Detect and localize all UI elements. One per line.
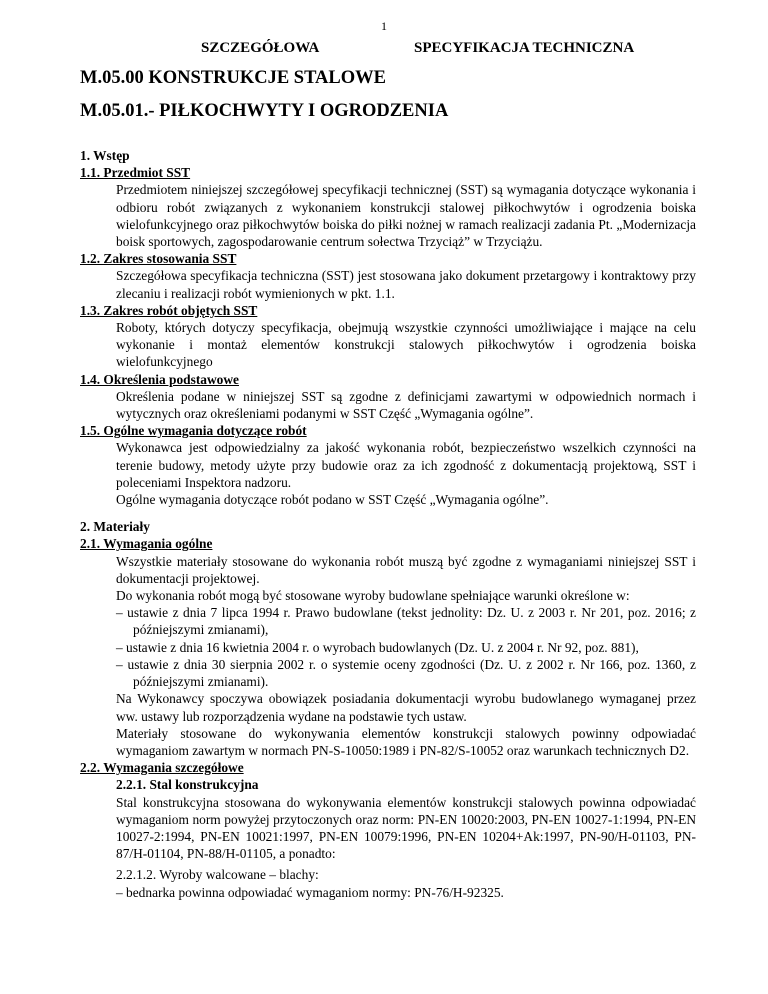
section-1-4-body <box>116 388 696 422</box>
paragraph: Przedmiotem niniejszej szczegółowej specyfikacji technicznej (SST) są wymagania dotyczące wykonania i odbioru robót związanych z wykonaniem konstrukcji stalowej piłkochwytów i ogrodzenia boiska wielofunkcyjnego oraz piłkochwytów boiska do piłki nożnej w ramach realizacji zadania Pt. „Modernizacja boisk sportowych, zagospodarowanie centrum sołectwa Trzyciąż” w Trzyciążu. <box>116 182 696 250</box>
section-1-2-heading: 1.2. Zakres stosowania SST <box>80 251 237 267</box>
section-2-2-heading: 2.2. Wymagania szczegółowe <box>80 760 244 776</box>
document-subtitle: M.05.01.- PIŁKOCHWYTY I OGRODZENIA <box>80 101 449 121</box>
section-2-1-heading: 2.1. Wymagania ogólne <box>80 536 213 552</box>
header-left: SZCZEGÓŁOWA <box>201 40 320 56</box>
paragraph: Ogólne wymagania dotyczące robót podano w SST Część „Wymagania ogólne”. <box>116 492 549 508</box>
page-number: 1 <box>381 19 387 33</box>
section-2-2-1-2-heading: 2.2.1.2. Wyroby walcowane – blachy: <box>116 867 319 883</box>
list-item: – ustawie z dnia 7 lipca 1994 r. Prawo budowlane (tekst jednolity: Dz. U. z 2003 r. Nr 201, poz. 2016; z późniejszymi zmianami), <box>116 605 696 638</box>
document-body <box>80 147 696 901</box>
section-2-heading: 2. Materiały <box>80 519 150 535</box>
section-1-4-heading: 1.4. Określenia podstawowe <box>80 371 239 387</box>
header-right: SPECYFIKACJA TECHNICZNA <box>414 40 635 56</box>
list-item: – ustawie z dnia 30 sierpnia 2002 r. o systemie oceny zgodności (Dz. U. z 2002 r. Nr 166, poz. 1360, z późniejszymi zmianami). <box>116 656 696 690</box>
paragraph: Wszystkie materiały stosowane do wykonania robót muszą być zgodne z wymaganiami niniejszej SST i dokumentacji projektowej. <box>116 553 696 586</box>
section-1-heading: 1. Wstęp <box>80 148 130 163</box>
section-1-5-heading: 1.5. Ogólne wymagania dotyczące robót <box>80 423 307 439</box>
paragraph: Roboty, których dotyczy specyfikacja, obejmują wszystkie czynności umożliwiające i mające na celu wykonanie i montaż elementów konstrukcji stalowych piłkochwytów i ogrodzenia boiska wielofunkcyjnego <box>116 320 696 370</box>
section-1-1-body <box>116 181 696 250</box>
paragraph: Do wykonania robót mogą być stosowane wyroby budowlane spełniające warunki określone w: <box>116 588 630 604</box>
section-2-1-body <box>116 553 696 759</box>
section-1-2-body <box>116 267 696 301</box>
paragraph: Stal konstrukcyjna stosowana do wykonywania elementów konstrukcji stalowych powinna odpowiadać wymaganiom norm powyżej przytoczonych oraz norm: PN-EN 10020:2003, PN-EN 10027-1:1994, PN-EN 10027-2:1994, PN-EN 10021:1997, PN-EN 10079:1996, PN-EN 10204+Ak:1997, PN-90/H-01103, PN-87/H-01104, PN-88/H-01105, a ponadto: <box>116 794 696 862</box>
paragraph: Szczegółowa specyfikacja techniczna (SST) jest stosowana jako dokument przetargowy i kontraktowy przy zlecaniu i realizacji robót wymienionych w pkt. 1.1. <box>116 268 696 301</box>
section-1-3-body <box>116 319 696 371</box>
paragraph: Na Wykonawcy spoczywa obowiązek posiadania dokumentacji wyrobu budowlanego wymaganej przez ww. ustawy lub rozporządzenia wydane na podstawie tych ustaw. <box>116 691 696 724</box>
section-1-3-heading: 1.3. Zakres robót objętych SST <box>80 302 258 318</box>
section-1-1-heading: 1.1. Przedmiot SST <box>80 165 191 181</box>
section-2-2-1-heading: 2.2.1. Stal konstrukcyjna <box>116 777 259 793</box>
list-item: – bednarka powinna odpowiadać wymaganiom normy: PN-76/H-92325. <box>116 884 504 900</box>
list-item: – ustawie z dnia 16 kwietnia 2004 r. o wyrobach budowlanych (Dz. U. z 2004 r. Nr 92, poz. 881), <box>116 639 639 655</box>
section-1-5-body <box>116 439 696 508</box>
section-2-2-body <box>116 776 696 900</box>
document-title: M.05.00 KONSTRUKCJE STALOWE <box>80 68 386 88</box>
paragraph: Określenia podane w niniejszej SST są zgodne z definicjami zawartymi w odpowiednich normach i wytycznych oraz określeniami podanymi w SST Część „Wymagania ogólne”. <box>116 388 696 422</box>
paragraph: Wykonawca jest odpowiedzialny za jakość wykonania robót, bezpieczeństwo wszelkich czynności na terenie budowy, metody użyte przy budowie oraz za ich zgodność z dokumentacją projektową, SST i poleceniami Inspektora nadzoru. <box>116 440 696 490</box>
paragraph: Materiały stosowane do wykonywania elementów konstrukcji stalowych powinny odpowiadać wymaganiom zawartym w normach PN-S-10050:1989 i PN-82/S-10052 oraz warunkach technicznych D2. <box>116 725 696 758</box>
